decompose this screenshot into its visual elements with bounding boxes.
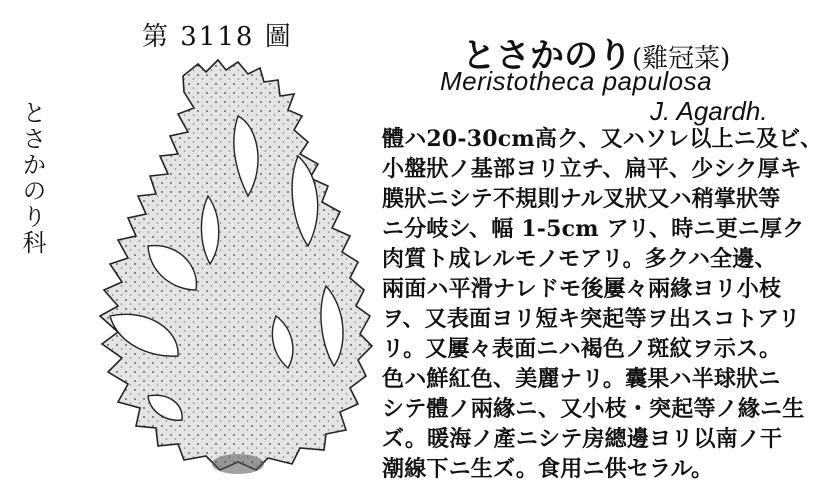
description-line: 肉質ト成レルモノモアリ。多クハ全邊、 [382,246,777,272]
seaweed-illustration [88,46,378,486]
japanese-name-kana: とさかのり [462,36,632,76]
description-line: ニ分岐シ、幅 1-5cm アリ、時ニ更ニ厚ク [382,216,805,242]
description-line: 色ハ鮮紅色、美麗ナリ。囊果ハ半球狀ニ [382,366,781,392]
description-line: シテ體ノ兩緣ニ、又小枝・突起等ノ緣ニ生 [382,396,805,422]
figure-number: 第 3118 圖 [142,22,293,52]
japanese-name-kanji: (雞冠菜) [632,44,731,74]
species-authority: J. Agardh. [650,96,768,126]
description-line: 膜狀ニシテ不規則ナル叉狀又ハ稍掌狀等 [382,186,781,212]
species-description [382,124,830,484]
holdfast [212,454,264,474]
description-line: 潮線下ニ生ズ。食用ニ供セラル。 [382,456,714,482]
family-name: とさかのり科 [18,100,46,256]
description-line: 兩面ハ平滑ナレドモ後屢々兩緣ヨリ小枝 [382,276,782,302]
scientific-name: Meristotheca papulosa [440,66,713,96]
description-line: ヲ、又表面ヨリ短キ突起等ヲ出スコトアリ [382,306,801,332]
description-line: リ。又屢々表面ニハ褐色ノ斑紋ヲ示ス。 [382,336,782,362]
description-line: ズ。暖海ノ產ニシテ房總邊ヨリ以南ノ干 [382,426,783,452]
description-line: 小盤狀ノ基部ヨリ立チ、扁平、少シク厚キ [382,156,802,182]
description-line: 體ハ20-30cm高ク、又ハソレ以上ニ及ビ、 [382,126,823,152]
